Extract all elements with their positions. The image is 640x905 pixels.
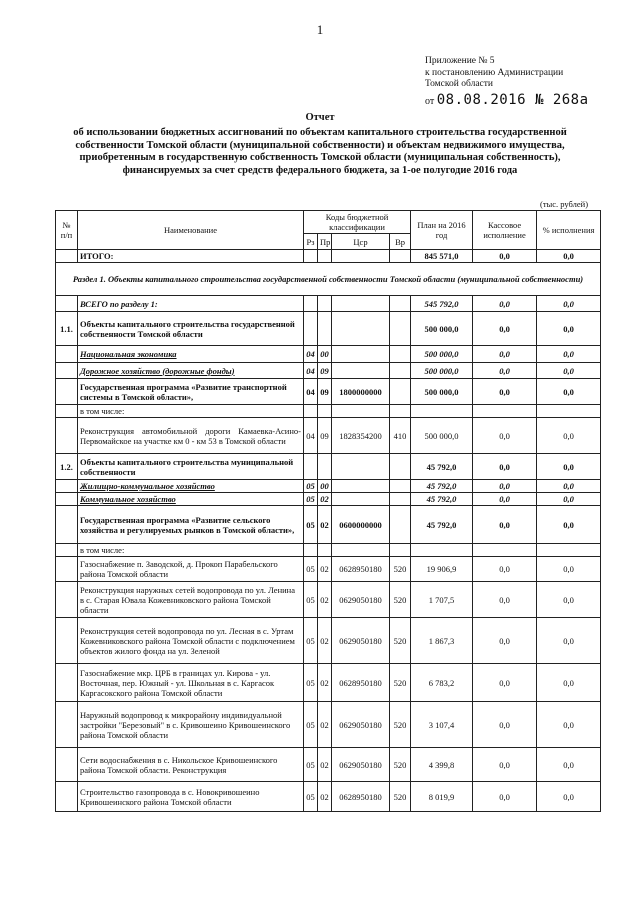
object-row <box>56 582 601 618</box>
row-cash: 0,0 <box>473 346 537 363</box>
appendix-line-3: Томской области <box>425 79 493 89</box>
object-rz: 05 <box>304 748 318 782</box>
group-pct: 0,0 <box>537 454 601 480</box>
object-rz: 04 <box>304 418 318 454</box>
including-label: в том числе: <box>78 544 304 557</box>
object-pr: 02 <box>318 782 332 812</box>
object-pct: 0,0 <box>537 418 601 454</box>
object-row <box>56 748 601 782</box>
including-row <box>56 405 601 418</box>
row-vr <box>390 363 411 379</box>
total-row <box>56 250 601 263</box>
object-plan: 1 707,5 <box>411 582 473 618</box>
row-rz: 05 <box>304 506 318 544</box>
row-pr: 02 <box>318 506 332 544</box>
order-stamp-text: 08.08.2016 № 268а <box>436 92 589 108</box>
object-cash: 0,0 <box>473 582 537 618</box>
row-vr <box>390 493 411 506</box>
object-csr: 0628950180 <box>332 557 390 582</box>
object-row <box>56 618 601 664</box>
row-name: Дорожное хозяйство (дорожные фонды) <box>78 363 304 379</box>
section-title: Раздел 1. Объекты капитального строительства государственной собственности Томской области (муниципальной собственности) <box>56 263 601 296</box>
object-rz: 05 <box>304 557 318 582</box>
row-vr <box>390 480 411 493</box>
row-name: Национальная экономика <box>78 346 304 363</box>
object-row <box>56 557 601 582</box>
object-vr: 520 <box>390 664 411 702</box>
including-row <box>56 544 601 557</box>
object-plan: 4 399,8 <box>411 748 473 782</box>
total-cash: 0,0 <box>473 250 537 263</box>
group-plan: 500 000,0 <box>411 312 473 346</box>
row-name: Коммунальное хозяйство <box>78 493 304 506</box>
row-plan: 45 792,0 <box>411 506 473 544</box>
group-plan: 45 792,0 <box>411 454 473 480</box>
object-plan: 500 000,0 <box>411 418 473 454</box>
group-name: Объекты капитального строительства муниципальной собственности <box>78 454 304 480</box>
object-pr: 02 <box>318 748 332 782</box>
object-plan: 6 783,2 <box>411 664 473 702</box>
section-total-plan: 545 792,0 <box>411 296 473 312</box>
row-vr <box>390 346 411 363</box>
header-plan: План на 2016 год <box>411 211 473 250</box>
group-header-row <box>56 454 601 480</box>
object-row <box>56 664 601 702</box>
appendix-line-2: к постановлению Администрации <box>425 67 564 78</box>
row-cash: 0,0 <box>473 506 537 544</box>
object-pr: 02 <box>318 582 332 618</box>
section-total-row <box>56 296 601 312</box>
row-rz: 04 <box>304 346 318 363</box>
header-vr: Вр <box>390 234 411 250</box>
object-pct: 0,0 <box>537 557 601 582</box>
object-vr: 520 <box>390 748 411 782</box>
classification-row <box>56 363 601 379</box>
row-csr: 0600000000 <box>332 506 390 544</box>
row-plan: 45 792,0 <box>411 493 473 506</box>
classification-row <box>56 506 601 544</box>
object-cash: 0,0 <box>473 782 537 812</box>
object-cash: 0,0 <box>473 748 537 782</box>
object-vr: 520 <box>390 557 411 582</box>
object-csr: 0629050180 <box>332 748 390 782</box>
object-cash: 0,0 <box>473 618 537 664</box>
group-number: 1.2. <box>56 454 78 480</box>
object-cash: 0,0 <box>473 702 537 748</box>
group-name: Объекты капитального строительства государственной собственности Томской области <box>78 312 304 346</box>
object-vr: 410 <box>390 418 411 454</box>
group-header-row <box>56 312 601 346</box>
order-prefix: от <box>425 96 435 107</box>
group-number: 1.1. <box>56 312 78 346</box>
object-pr: 02 <box>318 664 332 702</box>
object-cash: 0,0 <box>473 664 537 702</box>
object-pct: 0,0 <box>537 582 601 618</box>
object-pr: 09 <box>318 418 332 454</box>
row-name: Жилищно-коммунальное хозяйство <box>78 480 304 493</box>
appendix-block <box>425 56 625 91</box>
object-pct: 0,0 <box>537 618 601 664</box>
object-cash: 0,0 <box>473 418 537 454</box>
object-csr: 0628950180 <box>332 782 390 812</box>
header-rz: Рз <box>304 234 318 250</box>
object-name: Наружный водопровод к микрорайону индивидуальной застройки "Березовый" в с. Кривошеино Кривошеинского района Томской области <box>78 702 304 748</box>
row-cash: 0,0 <box>473 363 537 379</box>
object-plan: 3 107,4 <box>411 702 473 748</box>
object-vr: 520 <box>390 618 411 664</box>
object-pr: 02 <box>318 702 332 748</box>
section-total-cash: 0,0 <box>473 296 537 312</box>
section-title-row <box>56 263 601 296</box>
object-plan: 19 906,9 <box>411 557 473 582</box>
object-pct: 0,0 <box>537 664 601 702</box>
object-pct: 0,0 <box>537 748 601 782</box>
object-pct: 0,0 <box>537 702 601 748</box>
row-csr <box>332 480 390 493</box>
header-pct: % исполнения <box>537 211 601 250</box>
row-vr <box>390 379 411 405</box>
object-vr: 520 <box>390 582 411 618</box>
object-name: Реконструкция сетей водопровода по ул. Лесная в с. Уртам Кожевниковского района Томской области с подключением объектов жилого фонда на ул. Зеленой <box>78 618 304 664</box>
document-subtitle: об использовании бюджетных ассигнований по объектам капитального строительства государственной собственности Томской области (муниципальной собственности) и объектам недвижимого имущества, приобретенным в государственную собственность Томской области (муниципальная собственность), финансируемых за счет средств федерального бюджета, за 1-ое полугодие 2016 года <box>73 127 567 176</box>
object-csr: 0629050180 <box>332 582 390 618</box>
row-csr <box>332 346 390 363</box>
row-rz: 04 <box>304 363 318 379</box>
page-number: 1 <box>316 22 324 37</box>
row-rz: 04 <box>304 379 318 405</box>
object-name: Газоснабжение п. Заводской, д. Прокоп Парабельского района Томской области <box>78 557 304 582</box>
object-vr: 520 <box>390 782 411 812</box>
object-row <box>56 418 601 454</box>
object-plan: 8 019,9 <box>411 782 473 812</box>
row-pr: 00 <box>318 346 332 363</box>
row-pct: 0,0 <box>537 480 601 493</box>
row-pr: 02 <box>318 493 332 506</box>
object-cash: 0,0 <box>473 557 537 582</box>
object-csr: 1828354200 <box>332 418 390 454</box>
header-row-1 <box>56 211 601 234</box>
header-csr: Цср <box>332 234 390 250</box>
header-codes: Коды бюджетной классификации <box>304 211 411 234</box>
object-rz: 05 <box>304 618 318 664</box>
object-rz: 05 <box>304 702 318 748</box>
header-cash: Кассовое исполнение <box>473 211 537 250</box>
object-row <box>56 702 601 748</box>
row-pct: 0,0 <box>537 346 601 363</box>
classification-row <box>56 480 601 493</box>
section-total-label: ВСЕГО по разделу 1: <box>78 296 304 312</box>
row-csr: 1800000000 <box>332 379 390 405</box>
group-cash: 0,0 <box>473 312 537 346</box>
row-pr: 09 <box>318 379 332 405</box>
object-csr: 0629050180 <box>332 702 390 748</box>
classification-row <box>56 493 601 506</box>
row-csr <box>332 493 390 506</box>
row-plan: 500 000,0 <box>411 346 473 363</box>
row-name: Государственная программа «Развитие сельского хозяйства и регулируемых рынков в Томской области», <box>78 506 304 544</box>
classification-row <box>56 346 601 363</box>
row-name: Государственная программа «Развитие транспортной системы в Томской области», <box>78 379 304 405</box>
row-rz: 05 <box>304 480 318 493</box>
object-pct: 0,0 <box>537 782 601 812</box>
object-name: Строительство газопровода в с. Новокривошеино Кривошеинского района Томской области <box>78 782 304 812</box>
classification-row <box>56 379 601 405</box>
row-plan: 500 000,0 <box>411 379 473 405</box>
row-csr <box>332 363 390 379</box>
header-name: Наименование <box>78 211 304 250</box>
total-label: ИТОГО: <box>78 250 304 263</box>
row-vr <box>390 506 411 544</box>
group-pct: 0,0 <box>537 312 601 346</box>
appendix-line-1: Приложение № 5 <box>425 56 495 66</box>
object-pr: 02 <box>318 557 332 582</box>
object-csr: 0628950180 <box>332 664 390 702</box>
row-cash: 0,0 <box>473 480 537 493</box>
object-csr: 0629050180 <box>332 618 390 664</box>
object-vr: 520 <box>390 702 411 748</box>
header-pr: Пр <box>318 234 332 250</box>
object-plan: 1 867,3 <box>411 618 473 664</box>
object-pr: 02 <box>318 618 332 664</box>
report-table <box>55 210 601 812</box>
object-name: Газоснабжение мкр. ЦРБ в границах ул. Кирова - ул. Восточная, пер. Южный - ул. Школьная в с. Каргасок Каргасокского района Томской области <box>78 664 304 702</box>
row-pct: 0,0 <box>537 379 601 405</box>
total-plan: 845 571,0 <box>411 250 473 263</box>
including-label: в том числе: <box>78 405 304 418</box>
units-note: (тыс. рублей) <box>540 199 589 209</box>
object-rz: 05 <box>304 664 318 702</box>
object-name: Сети водоснабжения в с. Никольское Кривошеинского района Томской области. Реконструкция <box>78 748 304 782</box>
row-cash: 0,0 <box>473 379 537 405</box>
row-cash: 0,0 <box>473 493 537 506</box>
total-pct: 0,0 <box>537 250 601 263</box>
row-pct: 0,0 <box>537 493 601 506</box>
row-plan: 45 792,0 <box>411 480 473 493</box>
row-pr: 00 <box>318 480 332 493</box>
section-total-pct: 0,0 <box>537 296 601 312</box>
row-plan: 500 000,0 <box>411 363 473 379</box>
order-date-number <box>425 92 589 108</box>
object-name: Реконструкция автомобильной дороги Камаевка-Асино-Первомайское на участке км 0 - км 53 в Томской области <box>78 418 304 454</box>
row-pr: 09 <box>318 363 332 379</box>
object-rz: 05 <box>304 582 318 618</box>
group-cash: 0,0 <box>473 454 537 480</box>
object-rz: 05 <box>304 782 318 812</box>
row-pct: 0,0 <box>537 506 601 544</box>
header-num: № п/п <box>56 211 78 250</box>
document-title: Отчет <box>305 112 335 123</box>
object-row <box>56 782 601 812</box>
row-pct: 0,0 <box>537 363 601 379</box>
row-rz: 05 <box>304 493 318 506</box>
object-name: Реконструкция наружных сетей водопровода по ул. Ленина в с. Старая Ювала Кожевниковского района Томской области <box>78 582 304 618</box>
